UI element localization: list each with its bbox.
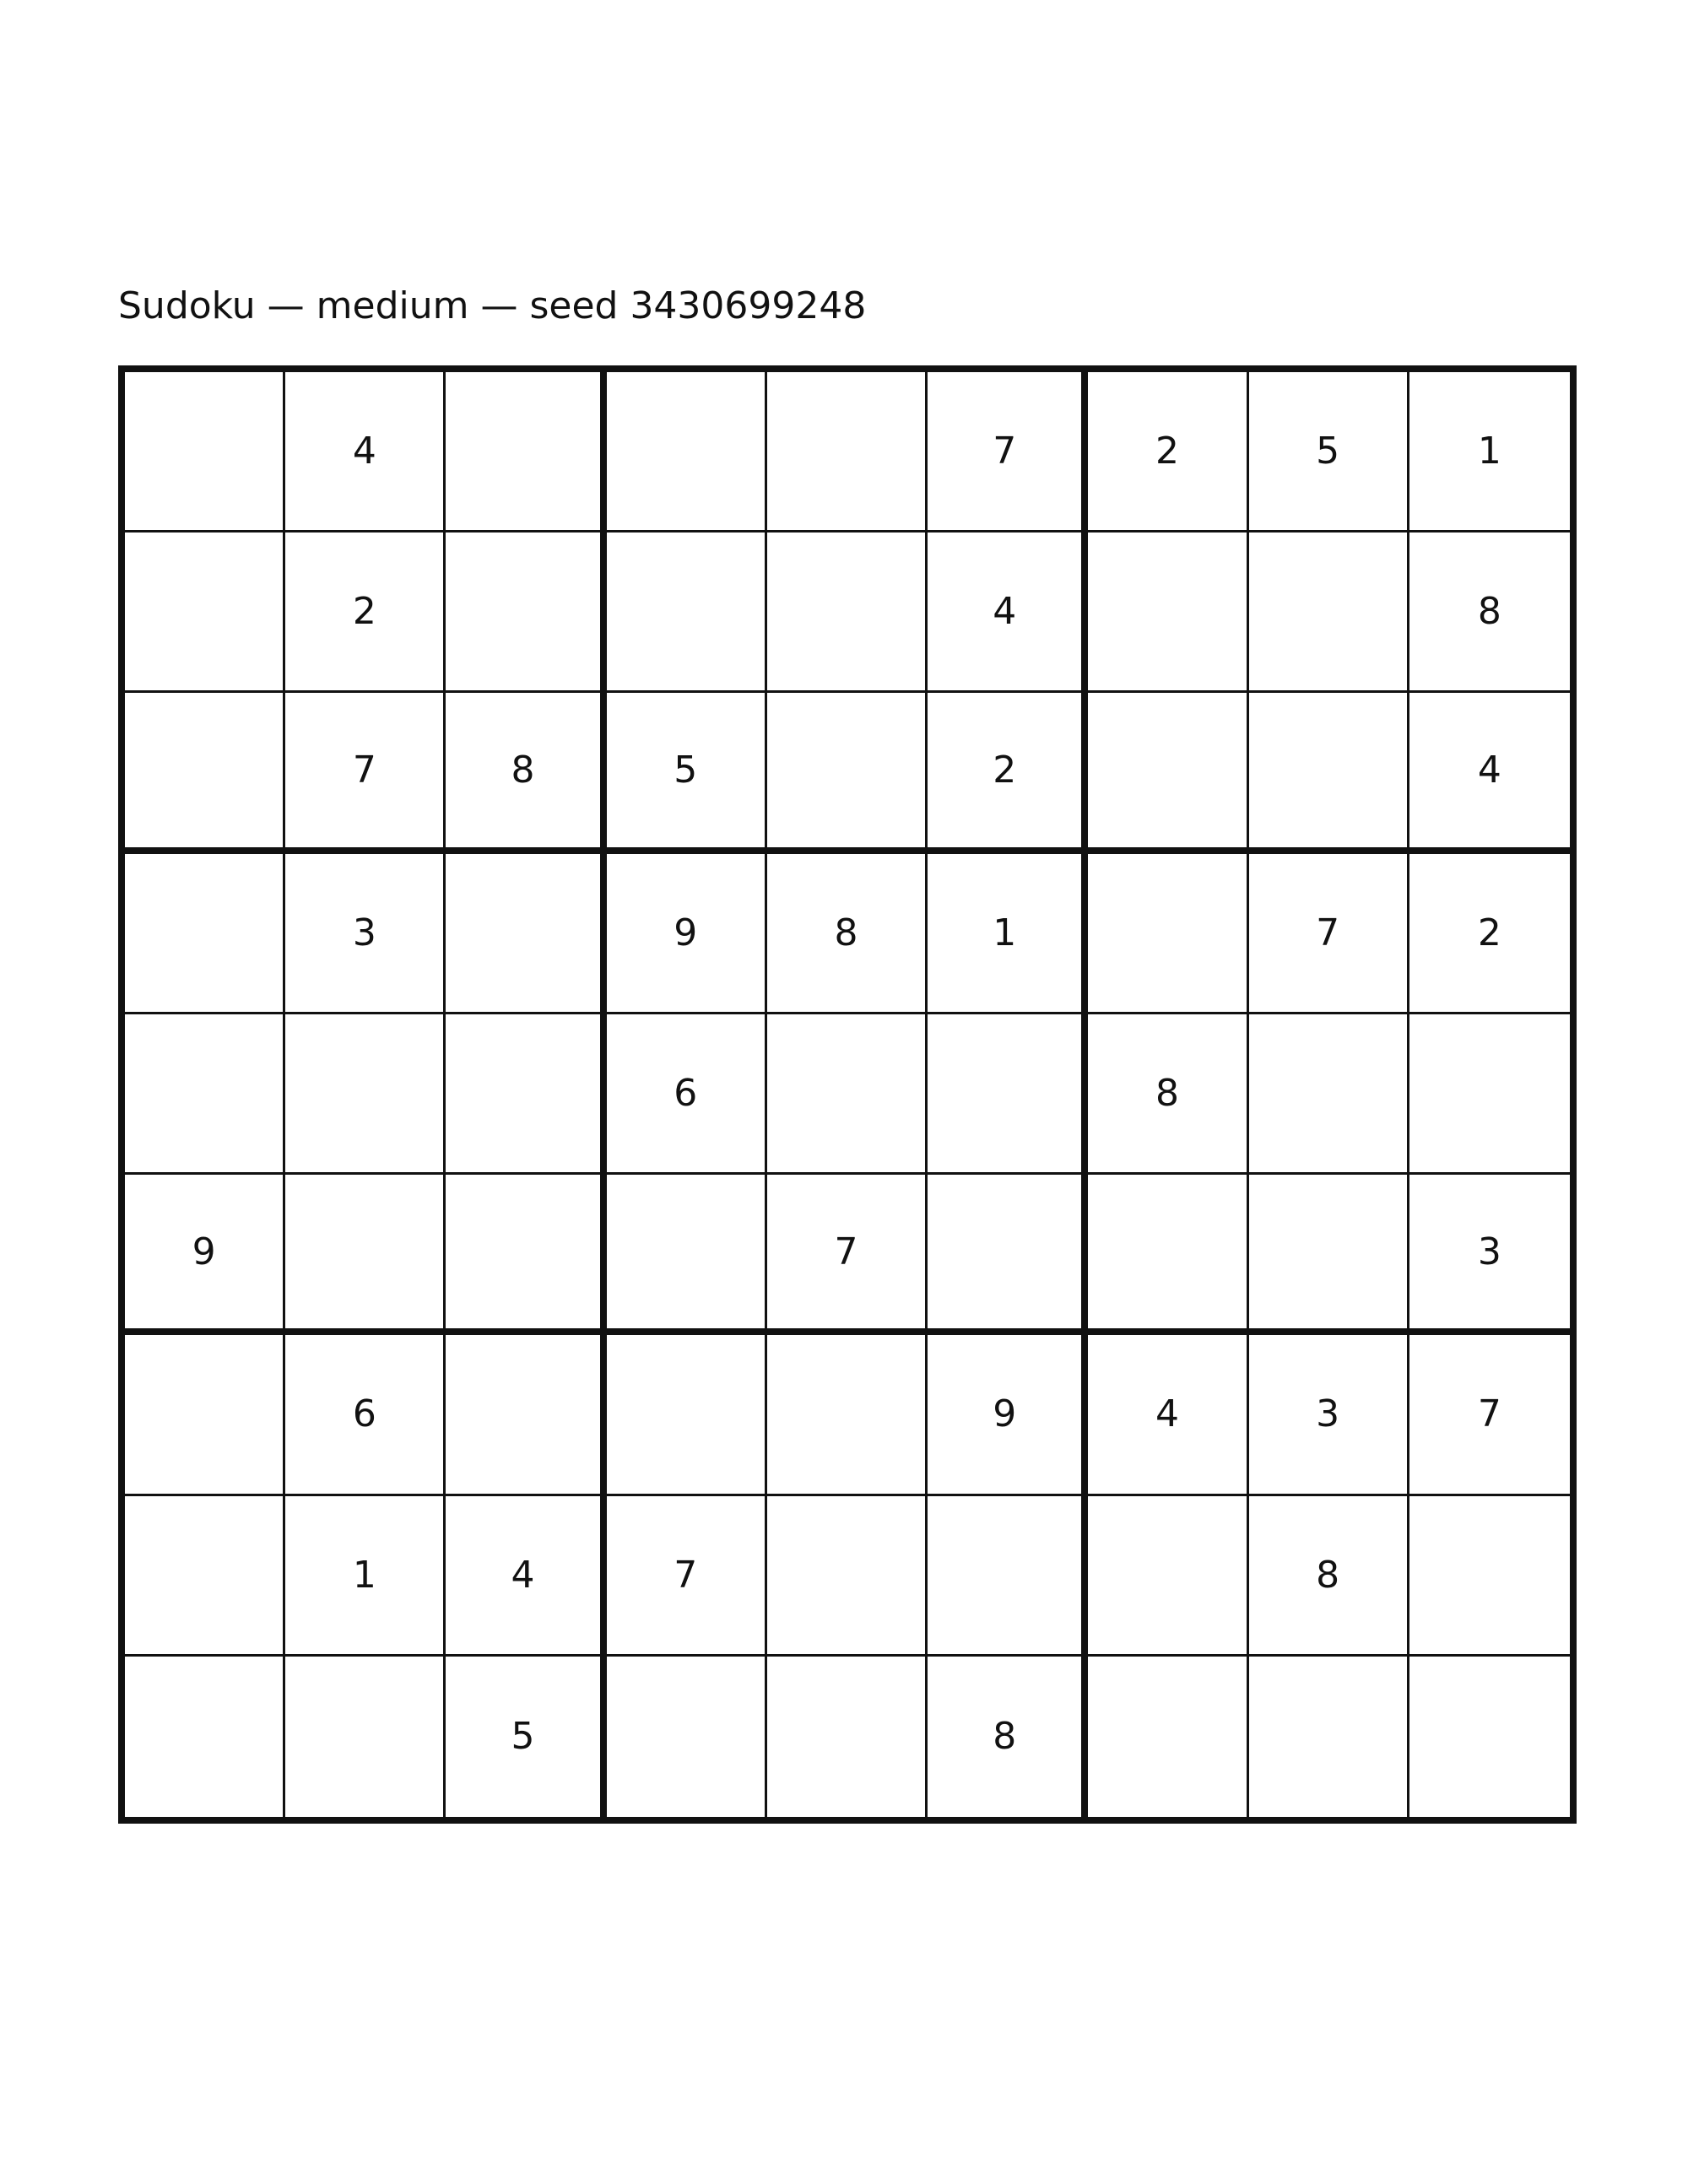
sudoku-cell[interactable]: 4	[446, 1496, 606, 1657]
sudoku-cell[interactable]: 7	[928, 372, 1088, 532]
sudoku-cell[interactable]: 3	[285, 854, 446, 1014]
sudoku-cell[interactable]	[1088, 532, 1248, 693]
sudoku-cell[interactable]: 3	[1249, 1335, 1409, 1495]
sudoku-cell[interactable]: 4	[928, 532, 1088, 693]
sudoku-cell[interactable]: 6	[285, 1335, 446, 1495]
sudoku-cell[interactable]	[1088, 1657, 1248, 1817]
sudoku-cell[interactable]: 8	[1088, 1014, 1248, 1175]
sudoku-cell[interactable]	[285, 1014, 446, 1175]
sudoku-cell[interactable]	[928, 1496, 1088, 1657]
sudoku-cell[interactable]: 9	[607, 854, 767, 1014]
sudoku-cell[interactable]	[1409, 1496, 1570, 1657]
sudoku-cell[interactable]: 7	[607, 1496, 767, 1657]
sudoku-cell[interactable]	[767, 532, 928, 693]
sudoku-cell[interactable]: 8	[1249, 1496, 1409, 1657]
sudoku-cell[interactable]	[928, 1014, 1088, 1175]
sudoku-cell[interactable]	[285, 1657, 446, 1817]
sudoku-cell[interactable]: 1	[928, 854, 1088, 1014]
sudoku-cell[interactable]	[446, 1014, 606, 1175]
sudoku-cell[interactable]	[1249, 1175, 1409, 1335]
sudoku-cell[interactable]	[446, 1175, 606, 1335]
sudoku-cell[interactable]	[1249, 1014, 1409, 1175]
sudoku-cell[interactable]	[1088, 1496, 1248, 1657]
sudoku-cell[interactable]: 2	[285, 532, 446, 693]
sudoku-cell[interactable]	[1249, 693, 1409, 853]
sudoku-cell[interactable]: 8	[767, 854, 928, 1014]
sudoku-cell[interactable]	[1409, 1657, 1570, 1817]
sudoku-cell[interactable]: 2	[1088, 372, 1248, 532]
sudoku-cell[interactable]	[767, 1014, 928, 1175]
sudoku-cell[interactable]	[446, 372, 606, 532]
sudoku-cell[interactable]: 9	[125, 1175, 285, 1335]
sudoku-cell[interactable]: 7	[1409, 1335, 1570, 1495]
sudoku-cell[interactable]	[1409, 1014, 1570, 1175]
sudoku-cell[interactable]: 7	[767, 1175, 928, 1335]
sudoku-cell[interactable]	[125, 1496, 285, 1657]
sudoku-cell[interactable]	[928, 1175, 1088, 1335]
sudoku-cell[interactable]: 7	[285, 693, 446, 853]
sudoku-board	[118, 365, 1577, 1824]
sudoku-cell[interactable]	[767, 372, 928, 532]
sudoku-cell[interactable]	[125, 1014, 285, 1175]
sudoku-cell[interactable]: 2	[1409, 854, 1570, 1014]
sudoku-cell[interactable]	[1249, 1657, 1409, 1817]
sudoku-cell[interactable]	[767, 1657, 928, 1817]
sudoku-cell[interactable]: 3	[1409, 1175, 1570, 1335]
sudoku-cell[interactable]	[607, 1175, 767, 1335]
sudoku-cell[interactable]: 9	[928, 1335, 1088, 1495]
sudoku-cell[interactable]	[607, 532, 767, 693]
sudoku-cell[interactable]: 1	[285, 1496, 446, 1657]
sudoku-cell[interactable]: 5	[607, 693, 767, 853]
sudoku-cell[interactable]	[125, 532, 285, 693]
sudoku-cell[interactable]	[607, 1657, 767, 1817]
sudoku-cell[interactable]	[1088, 854, 1248, 1014]
sudoku-cell[interactable]	[607, 372, 767, 532]
sudoku-cell[interactable]: 8	[446, 693, 606, 853]
sudoku-cell[interactable]: 4	[1088, 1335, 1248, 1495]
sudoku-cell[interactable]	[446, 532, 606, 693]
sudoku-cell[interactable]	[125, 693, 285, 853]
sudoku-cell[interactable]	[1088, 693, 1248, 853]
sudoku-cell[interactable]	[125, 1657, 285, 1817]
sudoku-cell[interactable]: 4	[285, 372, 446, 532]
sudoku-cell[interactable]: 5	[1249, 372, 1409, 532]
sudoku-cell[interactable]	[607, 1335, 767, 1495]
sudoku-cell[interactable]: 5	[446, 1657, 606, 1817]
sudoku-cell[interactable]	[446, 1335, 606, 1495]
sudoku-cell[interactable]	[1088, 1175, 1248, 1335]
sudoku-cell[interactable]	[125, 372, 285, 532]
sudoku-cell[interactable]	[1249, 532, 1409, 693]
sudoku-cell[interactable]	[767, 1335, 928, 1495]
sudoku-cell[interactable]: 4	[1409, 693, 1570, 853]
sudoku-cell[interactable]: 6	[607, 1014, 767, 1175]
sudoku-cell[interactable]: 7	[1249, 854, 1409, 1014]
sudoku-cell[interactable]	[446, 854, 606, 1014]
sudoku-cell[interactable]: 8	[928, 1657, 1088, 1817]
sudoku-cell[interactable]	[285, 1175, 446, 1335]
sudoku-cell[interactable]: 2	[928, 693, 1088, 853]
sudoku-cell[interactable]	[125, 1335, 285, 1495]
sudoku-cell[interactable]: 1	[1409, 372, 1570, 532]
sudoku-cell[interactable]	[125, 854, 285, 1014]
sudoku-cell[interactable]	[767, 693, 928, 853]
sudoku-cell[interactable]: 8	[1409, 532, 1570, 693]
page-title: Sudoku — medium — seed 3430699248	[118, 284, 867, 327]
sudoku-cell[interactable]	[767, 1496, 928, 1657]
